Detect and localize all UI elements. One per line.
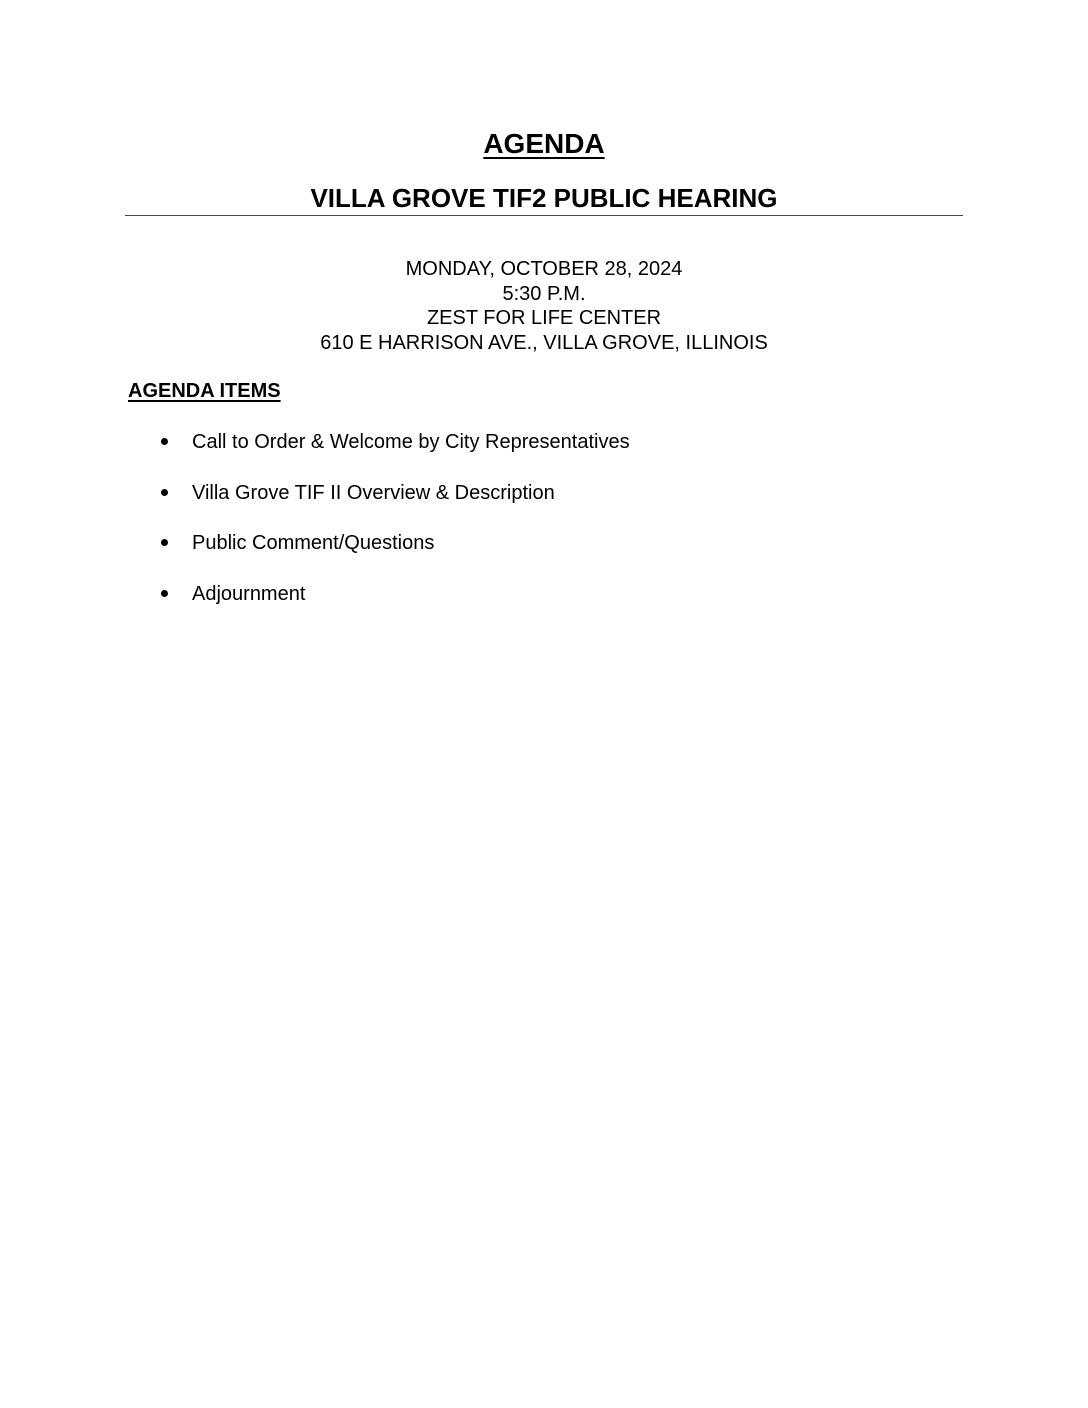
bullet-icon	[161, 438, 168, 445]
document-title	[0, 124, 1088, 164]
meeting-details	[0, 257, 1088, 355]
agenda-items-heading: AGENDA ITEMS	[128, 380, 281, 402]
meeting-time: 5:30 P.M.	[502, 282, 586, 305]
document-title-text: AGENDA	[483, 128, 605, 159]
agenda-item-label: Call to Order & Welcome by City Representatives	[192, 431, 630, 453]
hearing-title: VILLA GROVE TIF2 PUBLIC HEARING	[310, 183, 778, 213]
bullet-icon	[161, 539, 168, 546]
meeting-venue: ZEST FOR LIFE CENTER	[426, 307, 662, 329]
agenda-item-label: Villa Grove TIF II Overview & Description	[192, 481, 555, 504]
agenda-list	[0, 428, 1088, 630]
agenda-item-label: Adjournment	[192, 582, 306, 605]
list-item	[0, 479, 1088, 530]
list-item	[0, 580, 1088, 631]
meeting-date: MONDAY, OCTOBER 28, 2024	[405, 258, 683, 280]
bullet-icon	[161, 590, 168, 597]
agenda-item-label: Public Comment/Questions	[192, 532, 435, 554]
list-item	[0, 529, 1088, 580]
bullet-icon	[161, 489, 168, 496]
meeting-address: 610 E HARRISON AVE., VILLA GROVE, ILLINOIS	[320, 331, 768, 354]
list-item	[0, 428, 1088, 479]
title-divider	[125, 215, 963, 216]
